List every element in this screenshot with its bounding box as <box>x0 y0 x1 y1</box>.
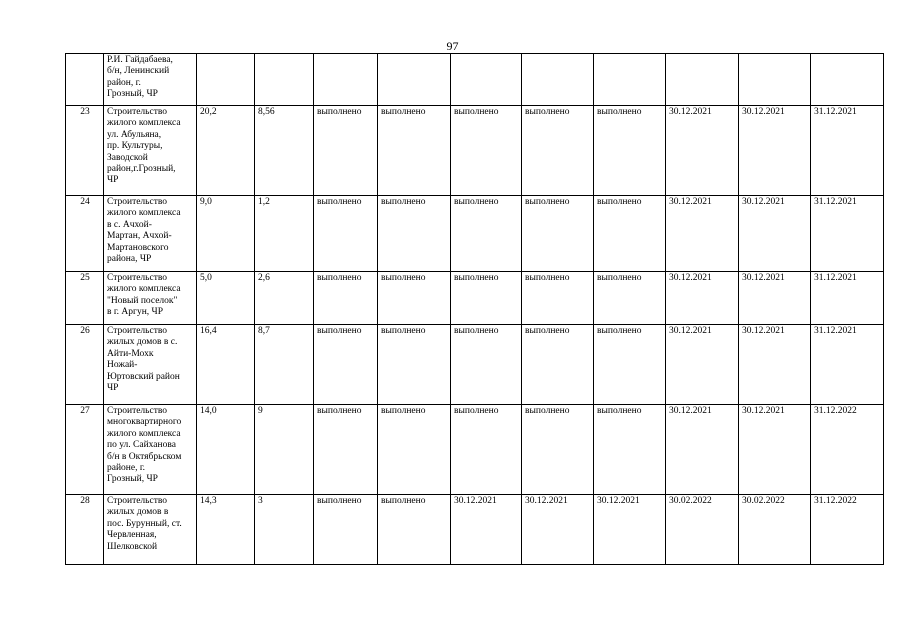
object-name-line: пос. Бурунный, ст. <box>107 518 182 529</box>
value-cell: 2,6 <box>255 272 314 325</box>
table-row <box>66 196 884 272</box>
value-cell: 30.12.2021 <box>666 196 739 272</box>
value-cell: 9 <box>255 405 314 495</box>
object-name-line: Строительство <box>107 107 168 117</box>
value-cell: выполнено <box>314 495 378 565</box>
value-cell: выполнено <box>451 106 522 196</box>
value-cell: выполнено <box>314 325 378 405</box>
object-name-line: Мартановского <box>107 242 169 253</box>
object-name-cell <box>104 495 197 565</box>
object-name-line: Червленная, <box>107 530 157 541</box>
object-name-line: пр. Культуры, <box>107 141 163 152</box>
value-cell: выполнено <box>314 106 378 196</box>
object-name-line: жилого комплекса <box>107 118 181 129</box>
object-name-cell <box>104 106 197 196</box>
value-cell: выполнено <box>314 405 378 495</box>
value-cell <box>451 54 522 106</box>
table-body <box>66 54 884 565</box>
value-cell <box>378 54 451 106</box>
object-name-line: в г. Аргун, ЧР <box>107 307 163 318</box>
value-cell <box>255 54 314 106</box>
object-name-line: Грозный, ЧР <box>107 474 158 485</box>
object-name-line: Шелковской <box>107 541 158 552</box>
row-number-cell: 25 <box>66 272 104 325</box>
object-name-line: жилых домов в <box>107 507 169 518</box>
value-cell: 30.12.2021 <box>666 106 739 196</box>
value-cell: выполнено <box>594 405 666 495</box>
value-cell: выполнено <box>522 106 594 196</box>
table-row <box>66 325 884 405</box>
object-name-line: Ножай- <box>107 360 138 371</box>
object-name-line: район,г.Грозный, <box>107 164 176 175</box>
value-cell: 8,7 <box>255 325 314 405</box>
object-name-line: многоквартирного <box>107 417 182 428</box>
value-cell <box>197 54 255 106</box>
object-name-line: Юртовский район <box>107 371 180 382</box>
object-name-line: ЧР <box>107 175 119 186</box>
object-name-line: жилых домов в с. <box>107 337 178 348</box>
value-cell: 14,0 <box>197 405 255 495</box>
value-cell: 8,56 <box>255 106 314 196</box>
value-cell: 31.12.2021 <box>811 106 884 196</box>
object-name-line: б/н, Ленинский <box>107 66 170 77</box>
value-cell: выполнено <box>451 196 522 272</box>
value-cell <box>314 54 378 106</box>
value-cell: выполнено <box>594 272 666 325</box>
value-cell: выполнено <box>522 196 594 272</box>
value-cell: 30.12.2021 <box>594 495 666 565</box>
object-name-cell <box>104 196 197 272</box>
value-cell: 31.12.2022 <box>811 405 884 495</box>
value-cell: выполнено <box>594 196 666 272</box>
value-cell: 30.12.2021 <box>666 325 739 405</box>
object-name-line: Мартан, Ачхой- <box>107 231 172 242</box>
value-cell: выполнено <box>378 272 451 325</box>
value-cell: 31.12.2021 <box>811 196 884 272</box>
row-number-cell: 27 <box>66 405 104 495</box>
object-name-line: ул. Абульяна, <box>107 129 162 140</box>
object-name-cell <box>104 325 197 405</box>
value-cell: 31.12.2021 <box>811 325 884 405</box>
row-number-cell <box>66 54 104 106</box>
page-number: 97 <box>446 39 459 53</box>
value-cell: выполнено <box>378 106 451 196</box>
object-name-line: Р.И. Гайдабаева, <box>107 55 173 65</box>
object-name-cell <box>104 272 197 325</box>
object-name-line: Строительство <box>107 197 168 207</box>
value-cell: выполнено <box>594 106 666 196</box>
value-cell: выполнено <box>451 272 522 325</box>
value-cell: выполнено <box>314 196 378 272</box>
value-cell: 5,0 <box>197 272 255 325</box>
row-number-cell: 28 <box>66 495 104 565</box>
value-cell: 30.02.2022 <box>739 495 811 565</box>
table-row <box>66 106 884 196</box>
value-cell: 1,2 <box>255 196 314 272</box>
value-cell: 30.12.2021 <box>739 272 811 325</box>
table-row <box>66 405 884 495</box>
object-name-line: в с. Ачхой- <box>107 219 152 230</box>
object-name-line: Айти-Мохк <box>107 348 154 359</box>
object-name-line: района, ЧР <box>107 254 152 265</box>
value-cell: выполнено <box>314 272 378 325</box>
value-cell: 30.12.2021 <box>666 405 739 495</box>
object-name-line: жилого комплекса <box>107 428 181 439</box>
value-cell: выполнено <box>378 495 451 565</box>
value-cell: 30.02.2022 <box>666 495 739 565</box>
value-cell: 3 <box>255 495 314 565</box>
schedule-table <box>65 53 884 565</box>
object-name-line: Грозный, ЧР <box>107 89 158 100</box>
value-cell <box>666 54 739 106</box>
value-cell: 16,4 <box>197 325 255 405</box>
value-cell: 30.12.2021 <box>451 495 522 565</box>
value-cell: выполнено <box>522 272 594 325</box>
object-name-line: Строительство <box>107 496 168 506</box>
object-name-line: район, г. <box>107 77 141 88</box>
value-cell: выполнено <box>378 325 451 405</box>
row-number-cell: 24 <box>66 196 104 272</box>
value-cell <box>522 54 594 106</box>
object-name-cell <box>104 54 197 106</box>
object-name-line: Строительство <box>107 406 168 416</box>
object-name-line: ЧР <box>107 383 119 394</box>
value-cell: 9,0 <box>197 196 255 272</box>
value-cell: выполнено <box>522 405 594 495</box>
object-name-line: жилого комплекса <box>107 284 181 295</box>
object-name-line: Строительство <box>107 273 168 283</box>
value-cell: 14,3 <box>197 495 255 565</box>
value-cell: выполнено <box>594 325 666 405</box>
object-name-line: б/н в Октябрьском <box>107 451 182 462</box>
value-cell <box>594 54 666 106</box>
table-row <box>66 54 884 106</box>
object-name-line: Заводской <box>107 152 148 163</box>
value-cell: 30.12.2021 <box>739 325 811 405</box>
value-cell: 20,2 <box>197 106 255 196</box>
value-cell: выполнено <box>451 325 522 405</box>
row-number-cell: 26 <box>66 325 104 405</box>
value-cell: выполнено <box>378 405 451 495</box>
value-cell: 31.12.2022 <box>811 495 884 565</box>
value-cell: выполнено <box>522 325 594 405</box>
value-cell: выполнено <box>451 405 522 495</box>
value-cell: 30.12.2021 <box>739 106 811 196</box>
object-name-cell <box>104 405 197 495</box>
value-cell: 30.12.2021 <box>739 196 811 272</box>
value-cell: выполнено <box>378 196 451 272</box>
object-name-line: Строительство <box>107 326 168 336</box>
value-cell <box>739 54 811 106</box>
value-cell: 31.12.2021 <box>811 272 884 325</box>
value-cell: 30.12.2021 <box>522 495 594 565</box>
row-number-cell: 23 <box>66 106 104 196</box>
value-cell <box>811 54 884 106</box>
object-name-line: "Новый поселок" <box>107 295 178 306</box>
value-cell: 30.12.2021 <box>739 405 811 495</box>
table-row <box>66 272 884 325</box>
object-name-line: по ул. Сайханова <box>107 440 176 451</box>
value-cell: 30.12.2021 <box>666 272 739 325</box>
table-row <box>66 495 884 565</box>
object-name-line: жилого комплекса <box>107 208 181 219</box>
object-name-line: районе, г. <box>107 463 146 474</box>
